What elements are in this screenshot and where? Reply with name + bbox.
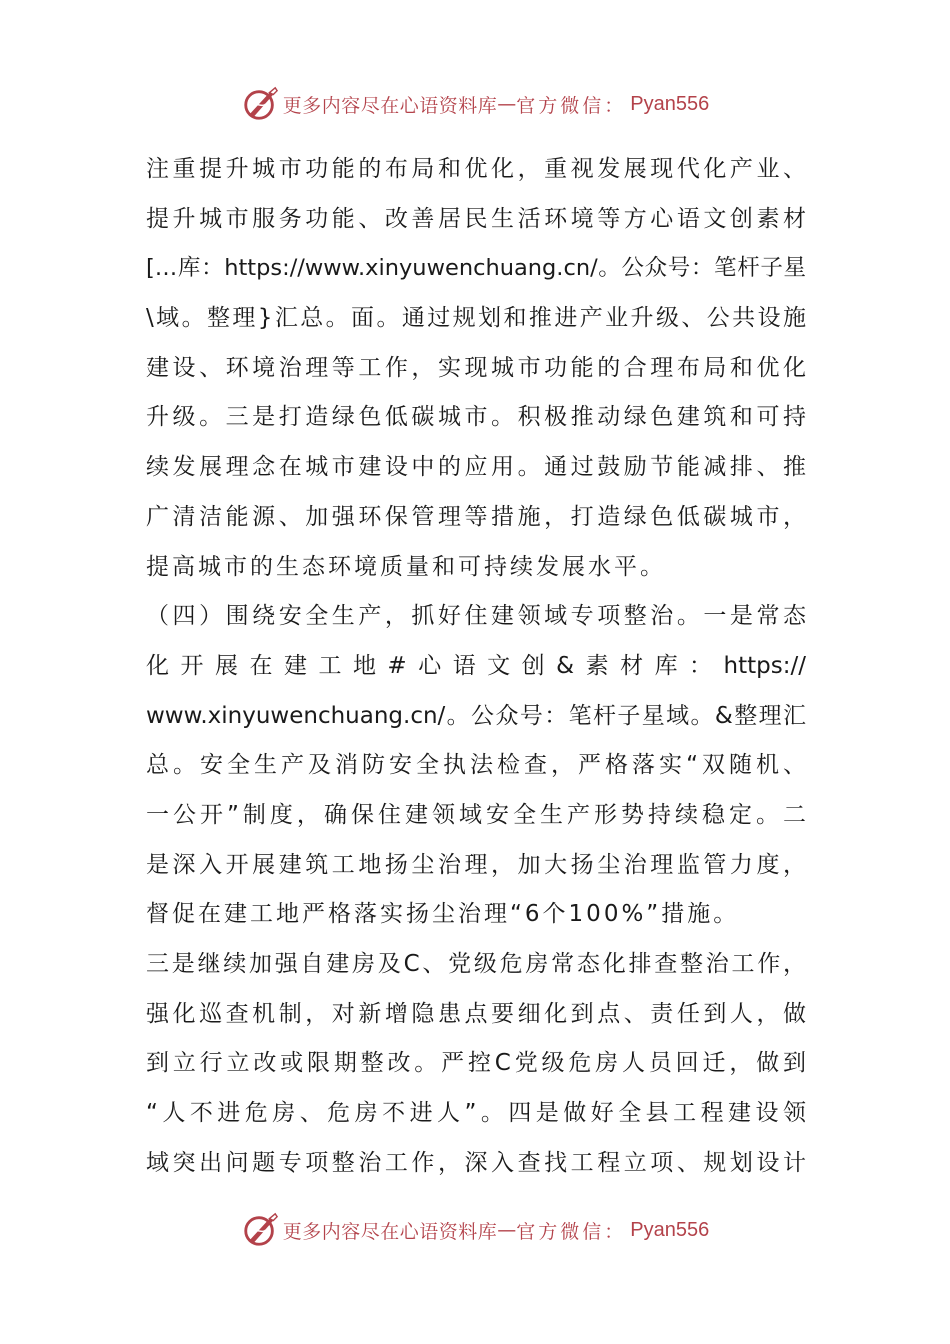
header-wechat-id: Pyan556 bbox=[630, 92, 710, 115]
text-line: 升级。三是打造绿色低碳城市。积极推动绿色建筑和可持 bbox=[146, 404, 806, 431]
footer-wechat-label: 官方微信： bbox=[516, 1220, 627, 1243]
footer-site-text: 更多内容尽在心语资料库 bbox=[282, 1220, 498, 1243]
text-line: 一公开”制度，确保住建领域安全生产形势持续稳定。二 bbox=[146, 801, 806, 828]
text-line: 总。安全生产及消防安全执法检查，严格落实“双随机、 bbox=[146, 752, 806, 779]
text-line: “人不进危房、危房不进人”。四是做好全县工程建设领 bbox=[146, 1100, 806, 1127]
header-separator: — bbox=[497, 93, 517, 115]
footer-wechat-id: Pyan556 bbox=[630, 1218, 710, 1241]
body-text bbox=[146, 145, 806, 1188]
header-site-text: 更多内容尽在心语资料库 bbox=[282, 94, 498, 117]
text-line: 强化巡查机制，对新增隐患点要细化到点、责任到人，做 bbox=[146, 1000, 806, 1027]
footer-separator: — bbox=[497, 1219, 517, 1241]
text-line: 提升城市服务功能、改善居民生活环境等方心语文创素材 bbox=[146, 205, 806, 232]
text-line: […库：https://www.xinyuwenchuang.cn/。公众号：笔杆子星 bbox=[146, 255, 806, 282]
pen-logo-icon bbox=[241, 85, 279, 123]
text-line: 化开展在建工地#心语文创&素材库：https:// bbox=[146, 652, 806, 679]
text-line: （四）围绕安全生产，抓好住建领域专项整治。一是常态 bbox=[146, 603, 806, 630]
header-wechat-label: 官方微信： bbox=[516, 94, 627, 117]
text-line: 续发展理念在城市建设中的应用。通过鼓励节能减排、推 bbox=[146, 454, 806, 481]
text-line: 提高城市的生态环境质量和可持续发展水平。 bbox=[146, 553, 666, 580]
text-line: 到立行立改或限期整改。严控C党级危房人员回迁，做到 bbox=[146, 1050, 806, 1077]
header-watermark-banner bbox=[0, 84, 950, 124]
text-line: www.xinyuwenchuang.cn/。公众号：笔杆子星域。&整理汇 bbox=[146, 702, 806, 729]
text-line: 广清洁能源、加强环保管理等措施，打造绿色低碳城市， bbox=[146, 503, 806, 530]
footer-watermark-banner bbox=[0, 1210, 950, 1250]
pen-logo-icon bbox=[241, 1211, 279, 1249]
text-line: 三是继续加强自建房及C、党级危房常态化排查整治工作， bbox=[146, 951, 806, 977]
text-line: 督促在建工地严格落实扬尘治理“6个100%”措施。 bbox=[146, 901, 740, 928]
text-line: 建设、环境治理等工作，实现城市功能的合理布局和优化 bbox=[146, 354, 806, 381]
text-line: 是深入开展建筑工地扬尘治理，加大扬尘治理监管力度， bbox=[146, 851, 806, 878]
text-line: \域。整理}汇总。面。通过规划和推进产业升级、公共设施 bbox=[146, 305, 806, 332]
text-line: 域突出问题专项整治工作，深入查找工程立项、规划设计 bbox=[146, 1149, 806, 1176]
text-line: 注重提升城市功能的布局和优化，重视发展现代化产业、 bbox=[146, 156, 806, 182]
